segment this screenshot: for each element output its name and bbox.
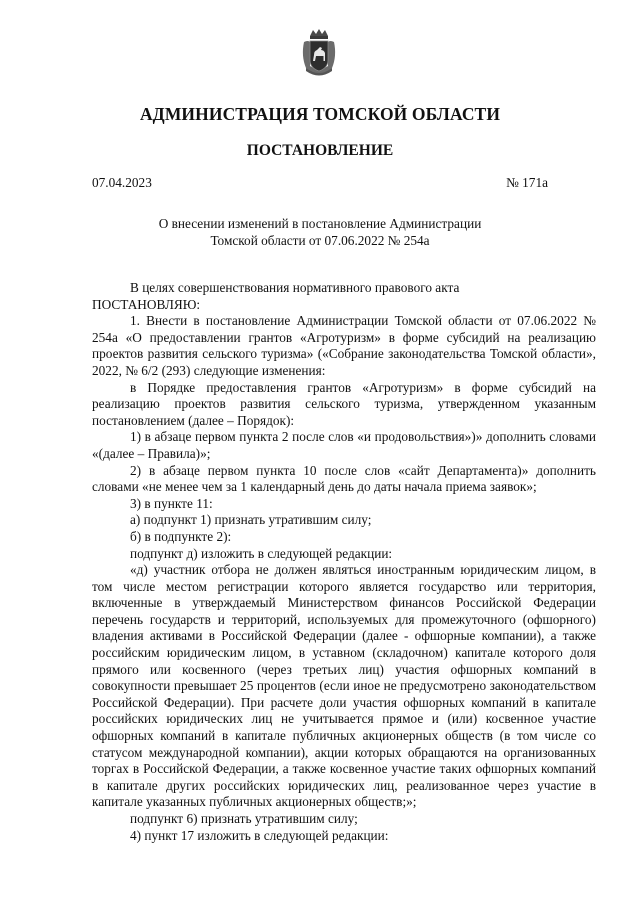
subject-line: О внесении изменений в постановление Администрации <box>158 216 482 231</box>
paragraph: подпункт 6) признать утратившим силу; <box>130 811 358 826</box>
organization-title: АДМИНИСТРАЦИЯ ТОМСКОЙ ОБЛАСТИ <box>139 104 501 124</box>
paragraph: 3) в пункте 11: <box>130 495 213 511</box>
document-number: № 171а <box>506 175 548 190</box>
paragraph: 1) в абзаце первом пункта 2 после слов «и продовольствия»)» дополнить словами «(далее – Правила)»; <box>92 429 596 461</box>
subject-line: Томской области от 07.06.2022 № 254а <box>210 232 430 248</box>
paragraph: в Порядке предоставления грантов «Агротуризм» в форме субсидий на реализацию проектов развития сельского туризма, утвержденном указанным постановлением (далее – Порядок): <box>92 379 596 428</box>
tomsk-region-coat-of-arms-icon <box>300 28 338 76</box>
resolution-keyword: ПОСТАНОВЛЯЮ: <box>92 296 201 312</box>
document-date: 07.04.2023 <box>92 175 152 190</box>
document-body <box>92 280 596 844</box>
paragraph: 1. Внести в постановление Администрации Томской области от 07.06.2022 № 254а «О предоставлении грантов «Агротуризм» в форме субсидий на реализацию проектов развития сельского туризма» («Собрание законодательства Томской области», 2022, № 6/2 (293) следующие изменения: <box>92 313 596 378</box>
paragraph: 4) пункт 17 изложить в следующей редакции: <box>130 827 389 843</box>
paragraph: 2) в абзаце первом пункта 10 после слов «сайт Департамента)» дополнить словами «не менее чем за 1 календарный день до даты начала приема заявок»; <box>92 462 596 495</box>
paragraph: подпункт д) изложить в следующей редакции: <box>130 545 393 561</box>
paragraph: «д) участник отбора не должен являться иностранным юридическим лицом, в том числе местом регистрации которого является государство или территория, включенные в утверждаемый Министерством финансов Российской Федерации перечень государств и территорий, используемых для промежуточного (офшорного) владения активами в Российской Федерации (далее - офшорные компании), а также российским юридическим лицом, в уставном (складочном) капитале которого доля прямого или косвенного (через третьих лиц) участия офшорных компаний в совокупности превышает 25 процентов (если иное не предусмотрено законодательством Российской Федерации). При расчете доли участия офшорных компаний в капитале российских юридических лиц не учитывается прямое и (или) косвенное участие офшорных компаний в капитале публичных акционерных обществ (в том числе со статусом международной компании), акции которых обращаются на организованных торгах в Российской Федерации, а также косвенное участие таких офшорных компаний в капитале других российских юридических лиц, реализованное через участие в капитале указанных публичных акционерных обществ;»; <box>92 562 596 810</box>
paragraph: б) в подпункте 2): <box>130 528 232 544</box>
document-type: ПОСТАНОВЛЕНИЕ <box>246 142 394 159</box>
paragraph: В целях совершенствования нормативного правового акта <box>130 280 460 295</box>
paragraph: а) подпункт 1) признать утратившим силу; <box>130 512 372 528</box>
document-subject <box>120 216 520 249</box>
